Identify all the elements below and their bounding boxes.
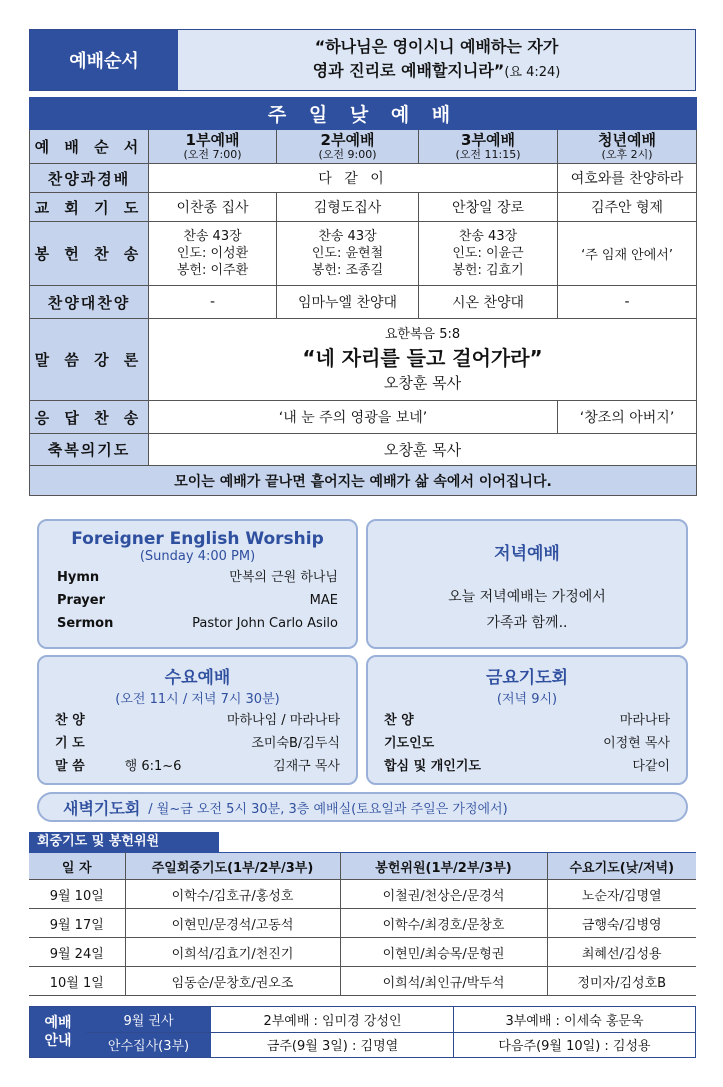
info-value: 금주(9월 3일) : 김명열 (212, 1033, 454, 1058)
offering-youth: ‘주 임재 안에서’ (558, 222, 697, 286)
row-label: 말 씀 강 론 (30, 319, 149, 401)
verse-line-1: “하나님은 영이시니 예배하는 자가 (314, 37, 559, 56)
offering-server: 봉헌: 이주환 (176, 263, 249, 278)
table-cell: 이학수/최경호/문창호 (340, 909, 547, 938)
table-row (29, 909, 696, 938)
choir-row (30, 286, 697, 319)
info-value: 3부예배 : 이세숙 홍문욱 (505, 1013, 644, 1029)
verse-reference: (요 4:24) (504, 65, 561, 80)
dawn-prayer-detail: / 월~금 오전 5시 30분, 3층 예배실(토요일과 주일은 가정에서) (148, 801, 508, 817)
offering-hymn: 찬송 43장 (318, 229, 377, 244)
kv-key: 말 씀 (55, 759, 85, 774)
table-title-row (30, 98, 697, 130)
kv-value: 다같이 (632, 759, 670, 774)
prayer-list-title: 회중기도 및 봉헌위원 (29, 832, 219, 852)
table-row (29, 967, 696, 996)
service-name: 청년예배 (598, 131, 657, 149)
service-info-label-1: 예배 (44, 1015, 72, 1031)
kv-value: 이정현 목사 (603, 736, 670, 751)
service-time: (오전 7:00) (183, 148, 242, 161)
response-row (30, 401, 697, 434)
offering-cell (419, 222, 558, 286)
english-worship-title: Foreigner English Worship (71, 529, 324, 549)
service-2-header (277, 130, 419, 164)
service-time: (오전 11:15) (455, 148, 521, 161)
closing-message: 모이는 예배가 끝나면 흩어지는 예배가 삶 속에서 이어집니다. (30, 466, 697, 496)
evening-worship-title: 저녁예배 (494, 544, 560, 564)
wednesday-row (55, 709, 340, 732)
kv-key: 기도인도 (384, 736, 435, 751)
kv-value: 만복의 근원 하나님 (229, 570, 338, 585)
friday-time: (저녁 9시) (496, 692, 558, 707)
sermon-preacher: 오창훈 목사 (383, 373, 462, 392)
table-cell: 9월 17일 (29, 909, 125, 938)
table-cell: 이희석/최인규/박두석 (340, 967, 547, 996)
table-cell: 이현민/최승목/문형권 (340, 938, 547, 967)
kv-value: 마라나타 (619, 713, 670, 728)
prayer-list-table (29, 852, 696, 996)
evening-line-2: 가족과 함께.. (486, 615, 568, 631)
offering-leader: 인도: 이성환 (176, 246, 249, 261)
offering-cell (149, 222, 277, 286)
table-cell: 이희석/김효기/천진기 (125, 938, 340, 967)
offering-server: 봉헌: 김효기 (452, 263, 524, 278)
row-label: 봉 헌 찬 송 (30, 222, 149, 286)
prayer-list-header (29, 853, 696, 880)
sermon-cell (149, 319, 697, 401)
prayer-cell: 김주안 형제 (558, 193, 697, 222)
banner-label: 예배순서 (30, 30, 178, 90)
friday-row (384, 709, 670, 732)
offering-server: 봉헌: 조종길 (311, 263, 384, 278)
service-info-label-2: 안내 (44, 1033, 72, 1049)
service-youth-header (558, 130, 697, 164)
english-row (57, 589, 338, 612)
friday-title: 금요기도회 (485, 668, 569, 688)
english-worship-time: (Sunday 4:00 PM) (139, 549, 256, 564)
table-cell: 정미자/김성호B (547, 967, 696, 996)
evening-worship-box (366, 519, 688, 649)
kv-value: 조미숙B/김두식 (251, 736, 340, 751)
sermon-reference: 요한복음 5:8 (384, 326, 461, 342)
header-label: 예 배 순 서 (30, 130, 149, 164)
service-name: 3부예배 (461, 131, 515, 149)
row-label: 응 답 찬 송 (30, 401, 149, 434)
kv-key: 기 도 (55, 736, 85, 751)
info-row (86, 1007, 695, 1033)
response-main: ‘내 눈 주의 영광을 보네’ (149, 401, 558, 434)
table-cell: 노순자/김명열 (547, 880, 696, 909)
sermon-row (30, 319, 697, 401)
friday-row (384, 732, 670, 755)
column-header: 봉헌위원(1부/2부/3부) (340, 853, 547, 880)
service-info (29, 1006, 696, 1058)
choir-cell: - (149, 286, 277, 319)
offering-cell (277, 222, 419, 286)
table-header-row (30, 130, 697, 164)
service-name: 2부예배 (320, 131, 375, 149)
wednesday-row (55, 732, 340, 755)
friday-row (384, 755, 670, 778)
table-row (29, 880, 696, 909)
choir-cell: - (558, 286, 697, 319)
info-row (86, 1033, 695, 1058)
info-value: 다음주(9월 10일) : 김성용 (498, 1039, 651, 1055)
english-row (57, 612, 338, 635)
offering-leader: 인도: 윤현철 (311, 246, 384, 261)
table-cell: 금행숙/김병영 (547, 909, 696, 938)
sunday-worship-title: 주 일 낮 예 배 (30, 98, 697, 130)
banner-verse (178, 30, 695, 90)
table-row (29, 938, 696, 967)
benediction-value: 오창훈 목사 (149, 434, 697, 466)
table-cell: 10월 1일 (29, 967, 125, 996)
kv-key: 찬 양 (55, 713, 85, 728)
column-header: 주일회중기도(1부/2부/3부) (125, 853, 340, 880)
offering-hymn: 찬송 43장 (458, 229, 518, 244)
row-label: 찬양과경배 (30, 164, 149, 193)
table-cell: 이철권/천상은/문경석 (340, 880, 547, 909)
service-name: 1부예배 (185, 131, 240, 149)
response-youth: ‘창조의 아버지’ (558, 401, 697, 434)
header-banner (29, 29, 696, 91)
info-key: 안수집사(3부) (86, 1033, 212, 1058)
benediction-row (30, 434, 697, 466)
wednesday-time: (오전 11시 / 저녁 7시 30분) (115, 692, 280, 707)
friday-prayer-box (366, 655, 688, 785)
kv-key: Sermon (57, 616, 114, 631)
prayer-cell: 안창일 장로 (419, 193, 558, 222)
english-row (57, 566, 338, 589)
wednesday-row (55, 755, 340, 778)
table-cell: 9월 10일 (29, 880, 125, 909)
info-value: 2부예배 : 임미경 강성인 (212, 1007, 454, 1032)
wednesday-worship-box (37, 655, 358, 785)
dawn-prayer-title: 새벽기도회 (63, 798, 141, 818)
kv-value: 마하나임 / 마라나타 (226, 713, 340, 728)
kv-value: MAE (309, 593, 338, 608)
table-cell: 9월 24일 (29, 938, 125, 967)
prayer-cell: 김형도집사 (277, 193, 419, 222)
service-info-label (30, 1007, 86, 1057)
verse-line-2 (313, 59, 561, 85)
table-cell: 최혜선/김성용 (547, 938, 696, 967)
kv-value: Pastor John Carlo Asilo (192, 616, 338, 631)
offering-hymn: 찬송 43장 (183, 229, 242, 244)
dawn-prayer-bar (37, 792, 688, 822)
table-cell: 이학수/김호규/홍성호 (125, 880, 340, 909)
kv-key: 찬 양 (384, 713, 414, 728)
kv-key: 합심 및 개인기도 (384, 759, 481, 774)
row-label: 교 회 기 도 (30, 193, 149, 222)
closing-row (30, 466, 697, 496)
kv-middle: 행 6:1~6 (124, 759, 182, 774)
table-cell: 임동순/문창호/권오조 (125, 967, 340, 996)
choir-cell: 임마누엘 찬양대 (277, 286, 419, 319)
offering-row (30, 222, 697, 286)
kv-value: 김재구 목사 (273, 759, 340, 774)
row-label: 찬양대찬양 (30, 286, 149, 319)
sunday-worship-table (29, 97, 697, 496)
sermon-title: “네 자리를 들고 걸어가라” (302, 345, 543, 370)
info-key: 9월 권사 (86, 1007, 212, 1032)
service-info-rows (86, 1007, 695, 1057)
column-header: 일 자 (29, 853, 125, 880)
praise-all: 다 같 이 (149, 164, 558, 193)
prayer-cell: 이찬종 집사 (149, 193, 277, 222)
evening-line-1: 오늘 저녁예배는 가정에서 (448, 589, 606, 605)
english-worship-box (37, 519, 358, 649)
choir-cell: 시온 찬양대 (419, 286, 558, 319)
service-time: (오전 9:00) (318, 148, 377, 161)
service-3-header (419, 130, 558, 164)
service-time: (오후 2시) (601, 148, 653, 161)
praise-youth: 여호와를 찬양하라 (558, 164, 697, 193)
kv-key: Prayer (57, 593, 106, 608)
row-label: 축복의기도 (30, 434, 149, 466)
service-1-header (149, 130, 277, 164)
kv-key: Hymn (57, 570, 100, 585)
wednesday-title: 수요예배 (164, 668, 231, 688)
prayer-row (30, 193, 697, 222)
praise-row (30, 164, 697, 193)
offering-leader: 인도: 이윤근 (452, 246, 524, 261)
verse-line-2-text: 영과 진리로 예배할지니라” (312, 61, 505, 80)
column-header: 수요기도(낮/저녁) (547, 853, 696, 880)
table-cell: 이현민/문경석/고동석 (125, 909, 340, 938)
